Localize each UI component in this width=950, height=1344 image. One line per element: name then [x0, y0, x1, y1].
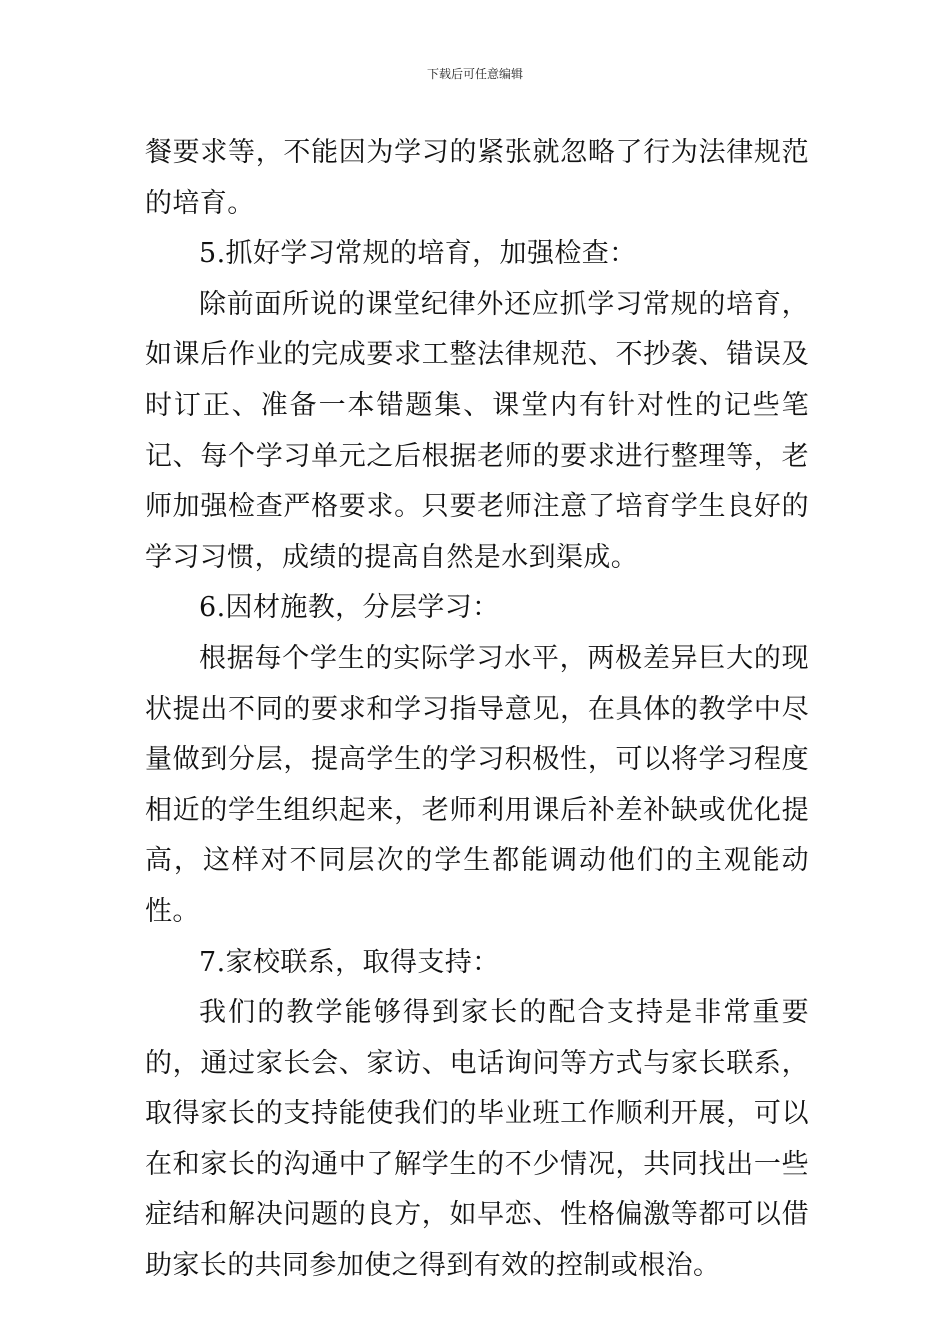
paragraph-study-routine: 除前面所说的课堂纪律外还应抓学习常规的培育，如课后作业的完成要求工整法律规范、不抄袭、错误及时订正、准备一本错题集、课堂内有针对性的记些笔记、每个学习单元之后根据老师的要求进行整理等，老师加强检查严格要求。只要老师注意了培育学生良好的学习习惯，成绩的提高自然是水到渠成。: [145, 288, 809, 573]
document-body: [145, 128, 809, 1292]
heading-home-school-contact: 7.家校联系，取得支持：: [199, 946, 500, 978]
paragraph-tiered-learning: 根据每个学生的实际学习水平，两极差异巨大的现状提出不同的要求和学习指导意见，在具体的教学中尽量做到分层，提高学生的学习积极性，可以将学习程度相近的学生组织起来，老师利用课后补差补缺或优化提高，这样对不同层次的学生都能调动他们的主观能动性。: [145, 642, 809, 927]
paragraph-home-school-contact: 我们的教学能够得到家长的配合支持是非常重要的，通过家长会、家访、电话询问等方式与家长联系，取得家长的支持能使我们的毕业班工作顺利开展，可以在和家长的沟通中了解学生的不少情况，共同找出一些症结和解决问题的良方，如早恋、性格偏激等都可以借助家长的共同参加使之得到有效的控制或根治。: [145, 997, 809, 1282]
page-header: 下载后可任意编辑: [426, 67, 523, 81]
heading-study-routine: 5.抓好学习常规的培育，加强检查：: [199, 238, 637, 270]
paragraph-continuation: 餐要求等，不能因为学习的紧张就忽略了行为法律规范的培育。: [145, 137, 809, 219]
heading-tiered-learning: 6.因材施教，分层学习：: [199, 592, 500, 624]
